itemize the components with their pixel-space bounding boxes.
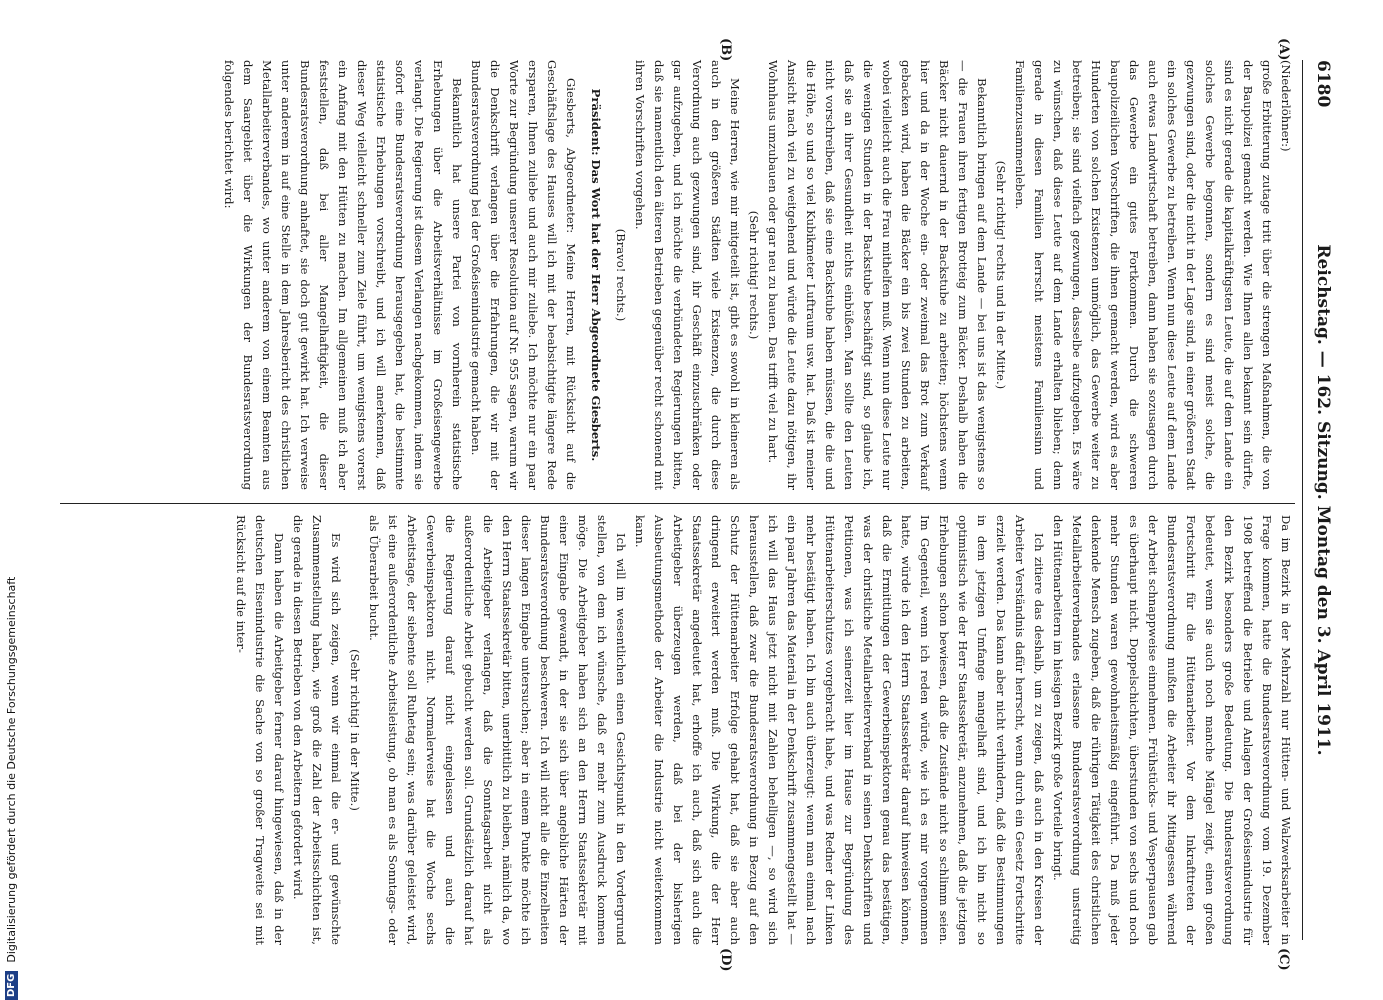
margin-mark-c: (C) [1276, 948, 1291, 971]
paragraph: Dann haben die Arbeitgeber ferner darauf hingewiesen, daß in der deutschen Eisenindustrie die Sache von so großer Tragweite sei mit Rücksicht auf die inter- [234, 515, 286, 945]
quoted-paragraph: Da im Bezirk in der Mehrzahl nur Hütten- und Walzwerksarbeiter in Frage kommen, hatte die Bundesratsverordnung vom 19. Dezember 1908 betreffend die Betriebe und Anlagen der Großeisenindustrie für den Bezirk besonders große Bedeutung. Die Bundesratsverordnung bedeutet, wenn sie auch noch manche Mängel zeigt, einen großen Fortschritt für die Hüttenarbeiter. Vor dem Inkrafttreten der Bundesratsverordnung mußten die Arbeiter ihr Mittagessen während der Arbeit schnappweise einnehmen. Frühstücks- und Vesperpausen gab es überhaupt nicht. Doppelschichten, überstunden von sechs und noch mehr Stunden waren gewohnheitsmäßig eingeführt. Da muß jeder denkende Mensch zugeben, daß die rührigen Tätigkeit des christlichen Metallarbeiterverbandes erlassene Bundesratsverordnung unstreitig den Hüttenarbeitern im hiesigen Bezirk große Vorteile bringt. [1051, 515, 1293, 945]
column-divider [60, 503, 1295, 504]
paragraph: Bekanntlich hat unsere Partei von vornherein statistische Erhebungen über die Arbeitsverhältnisse im Großeisengewerbe verlangt. Die Regierung ist diesem Verlangen nachgekommen, indem sie sofort eine Bundesratsverordnung herausgegeben hat, die bestimmte statistische Erhebungen vorschreibt, und ich will anerkennen, daß dieser Weg vielleicht schneller zum Ziele führt, um wenigstens vorerst ein Anfang mit den Hütten zu machen. Im allgemeinen muß ich aber feststellen, daß bei aller Mangelhaftigkeit, die dieser Bundesratsverordnung anhaftet, sie doch gut gewirkt hat. Ich verweise unter anderem in auf eine Stelle in dem Jahresbericht des christlichen Metallarbeiterverbandes, wo unter anderem von einem Beamten aus dem Saargebiet über die Wirkungen der Bundesratsverordnung folgendes berichtet wird: [222, 60, 464, 490]
funding-note: Digitalisierung gefördert durch die Deutsche Forschungsgemeinschaft [4, 576, 18, 963]
president-announcement: Präsident: Das Wort hat der Herr Abgeordnete Giesberts. [589, 88, 603, 462]
paragraph: Bekanntlich bringen auf dem Lande — bei uns ist das wenigstens so — die Frauen ihren fertigen Brotteig zum Bäcker. Deshalb haben die Bäcker nicht dauernd in der Backstube zu arbeiten; höchstens wenn hier und da in der Woche ein- oder zweimal das Brot zum Verkauf gebacken wird, haben die Bäcker ein bis zwei Stunden zu arbeiten, wobei vielleicht auch die Frau mithelfen muß. Wenn nun diese Leute nur die wenigen Stunden in der Backstube beschäftigt sind, so glaube ich, daß sie an ihrer Gesundheit nichts einbüßen. Man sollte den Leuten nicht vorschreiben, daß sie eine Backstube haben müssen, die die und die Höhe, so und so viel Kubikmeter Luftraum usw. hat. Daß ist meiner Ansicht nach viel zu weitgehend und würde die Leute dazu nötigen, ihr Wohnhaus umzubauen oder gar neu zu bauen. Das trifft viel zu hart. [766, 60, 989, 490]
funding-footer [2, 0, 20, 1000]
page-number-display: 6180 [1313, 60, 1333, 108]
interjection: (Bravo! rechts.) [614, 228, 628, 322]
margin-mark-b: (B) [718, 38, 733, 62]
header-rule [1302, 60, 1303, 940]
paragraph: Meine Herren, wie mir mitgeteilt ist, gibt es sowohl in kleineren als auch in den größeren Städten viele Existenzen, die durch diese Verordnung auch gezwungen sind, ihr Geschäft einzuschränken oder gar aufzugeben, und ich möchte die verbündeten Regierungen bitten, daß sie namentlich den älteren Betrieben gegenüber recht schonend mit ihren Vorschriften vorgehen. [633, 60, 742, 490]
column-left [219, 60, 1295, 490]
speaker-tag: (Niederlöhner:) [1279, 60, 1293, 152]
paragraph: Ich will im wesentlichen einen Gesichtspunkt in den Vordergrund stellen, von dem ich wünsche, daß er mehr zum Ausdruck kommen möge. Die Arbeitgeber haben sich an den Herrn Staatssekretär mit einer Eingabe gewandt, in der sie sich über angebliche Härten der Bundesratsverordnung beschweren. Ich will nicht alle die Einzelheiten dieser langen Eingabe untersuchen; aber in einem Punkte möchte ich den Herrn Staatssekretär bitten, unerbittlich zu bleiben, nämlich da, wo die Arbeitgeber verlangen, daß die Sonntagsarbeit nicht als außerordentliche Arbeit gebucht werden soll. Grundsätzlich darauf hat die Regierung darauf nicht eingelassen und auch die Gewerbeinspektoren nicht. Normalerweise hat die Woche sechs Arbeitstage, der siebente soll Ruhetag sein; was darüber geleistet wird, ist eine außerordentliche Arbeitsleistung, ob man es als Sonntags- oder als Überarbeit bucht. [367, 515, 628, 945]
interjection: (Sehr richtig! in der Mitte.) [348, 649, 362, 811]
header-bar [1303, 60, 1333, 940]
interjection: (Sehr richtig! rechts.) [747, 210, 761, 340]
interjection: (Sehr richtig! rechts und in der Mitte.) [994, 160, 1008, 390]
dfg-logo: DFG [5, 971, 18, 1000]
paragraph: Ich zitiere das deshalb, um zu zeigen, daß auch in den Kreisen der Arbeiter Verständnis dafür herrscht, wenn durch ein Gesetz Fortschritte erzielt werden. Das kann aber nicht verhindern, daß die Bestimmungen in dem jetzigen Umfange mangelhaft sind, und ich bin nicht so optimistisch wie der Herr Staatssekretär, anzunehmen, daß die jetzigen Erhebungen schon bewiesen, daß die Zustände nicht so schlimm seien. Im Gegenteil, wenn ich reden würde, wie ich es mir vorgenommen hatte, würde ich den Herrn Staatssekretär darauf hinweisen können, daß die Ermittlungen der Gewerbeinspektoren genau das bestätigen, was der christliche Metallarbeiterverband in seinen Denkschriften und Petitionen, was ich seinerzeit hier im Hause zur Begründung des Hüttenarbeiterschutzes vorgebracht habe, und was Redner der Linken mehr bestätigt haben. Ich bin auch überzeugt: wenn man einmal nach ein paar Jahren das Material in der Denkschrift zusammengestellt hat — ich will das Haus jetzt nicht mit Zahlen behelligen —, so wird sich herausstellen, daß zwar die Bundesratsverordnung in Bezug auf den Schutz der Hüttenarbeiter Erfolge gehabt hat, daß sie aber auch dringend erweitert werden muß. Die Wirkung, die der Herr Staatssekretär angedeutet hat, erhoffe ich auch, daß sich auch die Arbeitgeber überzeugen werden, daß bei der bisherigen Ausbeutungsmethode der Arbeiter die Industrie nicht weiterkommen kann. [633, 515, 1046, 945]
margin-mark-a: (A) [1276, 38, 1291, 61]
column-right [231, 515, 1295, 945]
paragraph: große Erbitterung zutage tritt über die strengen Maßnahmen, die von der Baupolizei gemacht werden. Wie Ihnen allen bekannt sein dürfte, sind es nicht gerade die kapitalkräftigsten Leute, die auf dem Lande ein solches Gewerbe begonnen, sondern es sind meist solche, die gezwungen sind, oder die nicht in der Lage sind, in einer größeren Stadt ein solches Gewerbe zu betreiben. Wenn nun diese Leute auf dem Lande auch etwas Landwirtschaft betreiben, dann haben sie sozusagen durch das Gewerbe ein gutes Fortkommen. Durch die schweren baupolizeilichen Vorschriften, die ihnen gemacht werden, wird es aber Hunderten von solchen Existenzen unmöglich, das Gewerbe weiter zu betreiben; sie sind vielfach gezwungen, dasselbe aufzugeben. Es wäre zu wünschen, daß diese Leute auf dem Lande erhalten blieben; denn gerade in diesen Familien herrscht meistens Familiensinn und Familienzusammenleben. [1013, 60, 1274, 490]
margin-mark-d: (D) [718, 948, 733, 972]
paragraph: Es wird sich zeigen, wenn wir einmal die er- und gewünschte Zusammenstellung haben, wie groß die Zahl der Arbeitsschichten ist, die gerade in diesen Betrieben von den Arbeitern gefordert wird. [291, 515, 343, 945]
running-title-display: Reichstag. — 162. Sitzung. Montag den 3. April 1911. [1313, 244, 1333, 756]
paragraph: Giesberts, Abgeordneter: Meine Herren, mit Rücksicht auf die Geschäftslage des Hauses will ich mit der beabsichtigte längere Rede ersparen, Ihnen zuliebe und auch mir zuliebe. Ich möchte nur ein paar Worte zur Begründung unserer Resolution auf Nr. 955 sagen, warum wir die Denkschrift verlangen über die Erfahrungen, die wir mit der Bundesratsverordnung bei der Großeisenindustrie gemacht haben. [469, 60, 578, 490]
